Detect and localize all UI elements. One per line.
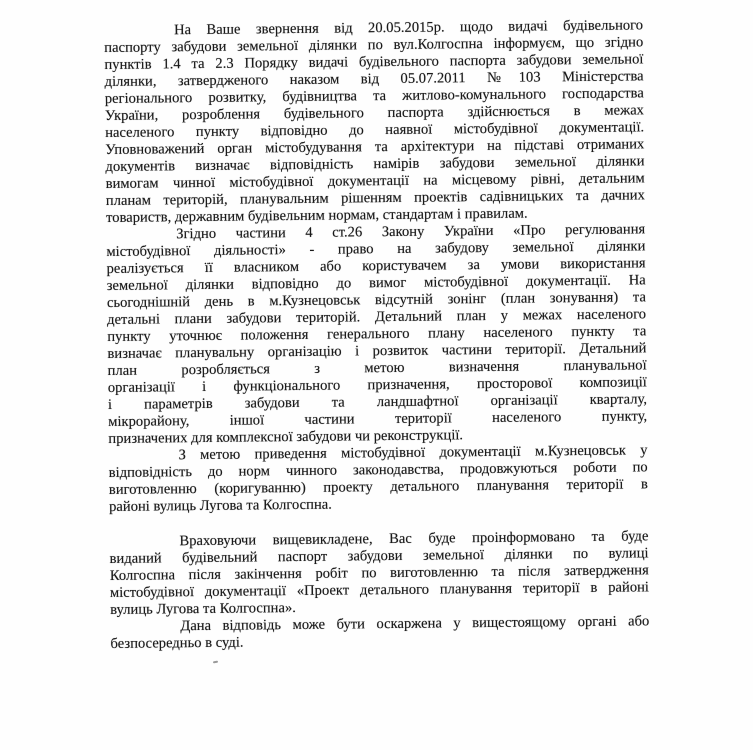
text-line: населеного пункту відповідно до наявної містобудівної документації.: [105, 119, 645, 141]
text-line: Уповноважений орган містобудування та архітектури на підставі отриманих: [105, 136, 645, 158]
text-line: Згідно частини 4 ст.26 Закону України «Про регулювання: [176, 221, 646, 243]
text-line: паспорту забудови земельної ділянки по вул.Колгоспна інформуєм, що згідно: [104, 34, 644, 56]
paragraph-conclusion: [109, 528, 649, 619]
text-line: Дана відповідь може бути оскаржена у вищестоящому органі або: [180, 613, 650, 635]
text-line: план розробляється з метою визначення планувальної: [107, 357, 647, 379]
paragraph-intro: [104, 17, 645, 227]
text-line: містобудівної діяльності» - право на забудову земельної ділянки: [106, 238, 646, 260]
text-line: земельної ділянки відповідно до вимог містобудівної документації. На: [106, 272, 646, 294]
text-line: реалізується її власником або користувачем за умови використання: [106, 255, 646, 277]
paragraph-law-citation: [106, 221, 647, 448]
text-line: пунктів 1.4 та 2.3 Порядку видачі будівельного паспорта забудови земельної: [104, 51, 644, 73]
text-line: товариств, державним будівельним нормам, стандартам і правилам.: [105, 205, 528, 226]
text-line: мікрорайону, іншої частини території населеного пункту,: [108, 408, 648, 430]
text-line: З метою приведення містобудівної документації м.Кузнецовськ у: [178, 442, 648, 464]
text-line: На Ваше звернення від 20.05.2015р. щодо видачі будівельного: [173, 17, 644, 39]
paragraph-appeal-rights: [110, 613, 649, 653]
scan-artifact-speck: [213, 661, 218, 664]
text-line: Колгоспна після закінчення робіт по виготовленню та після затвердження: [109, 562, 649, 584]
text-line: сьогоднішній день в м.Кузнецовськ відсутній зонінг (план зонування) та: [106, 289, 646, 311]
text-line: містобудівної документації «Проект детального планування території в районі: [109, 579, 650, 601]
text-line: безпосередньо в суді.: [110, 634, 244, 652]
text-line: документів визначає відповідність намірів забудови земельної ділянки: [105, 153, 645, 175]
text-line: детальні плани забудови територій. Детальний план у межах населеного: [107, 306, 647, 328]
letter-body: [104, 17, 650, 653]
text-line: вулиць Лугова та Колгоспна».: [110, 600, 296, 618]
paragraph-ongoing-works: [108, 442, 648, 516]
text-line: пункту уточнює положення генерального плану населеного пункту та: [107, 323, 647, 345]
text-line: виданий будівельний паспорт забудови земельної ділянки по вулиці: [109, 545, 649, 567]
text-line: України, розроблення будівельного паспорта здійснюється в межах: [104, 102, 645, 124]
text-line: відповідність до норм чинного законодавства, продовжуються роботи по: [108, 459, 648, 481]
text-line: регіонального розвитку, будівництва та житлово-комунального господарства: [104, 85, 644, 107]
text-line: районі вулиць Лугова та Колгоспна.: [108, 496, 332, 515]
text-line: планам територій, планувальним рішенням проектів садівницьких та дачних: [105, 187, 645, 209]
text-line: вимогам чинної містобудівної документації на місцевому рівні, детальним: [105, 170, 645, 192]
text-line: визначає планувальну організацію і розвиток частини території. Детальний: [107, 340, 647, 362]
text-line: Враховуючи вищевикладене, Вас буде проінформовано та буде: [179, 528, 649, 550]
text-line: виготовленню (коригуванню) проекту детального планування території в: [108, 476, 648, 498]
text-line: організації і функціонального призначення, просторової композиції: [107, 374, 647, 396]
text-line: і параметрів забудови та ландшафтної організації кварталу,: [107, 391, 648, 413]
text-line: призначених для комплексної забудови чи реконструкції.: [108, 427, 464, 447]
text-line: ділянки, затвердженого наказом від 05.07.2011 №103 Міністерства: [104, 68, 644, 90]
